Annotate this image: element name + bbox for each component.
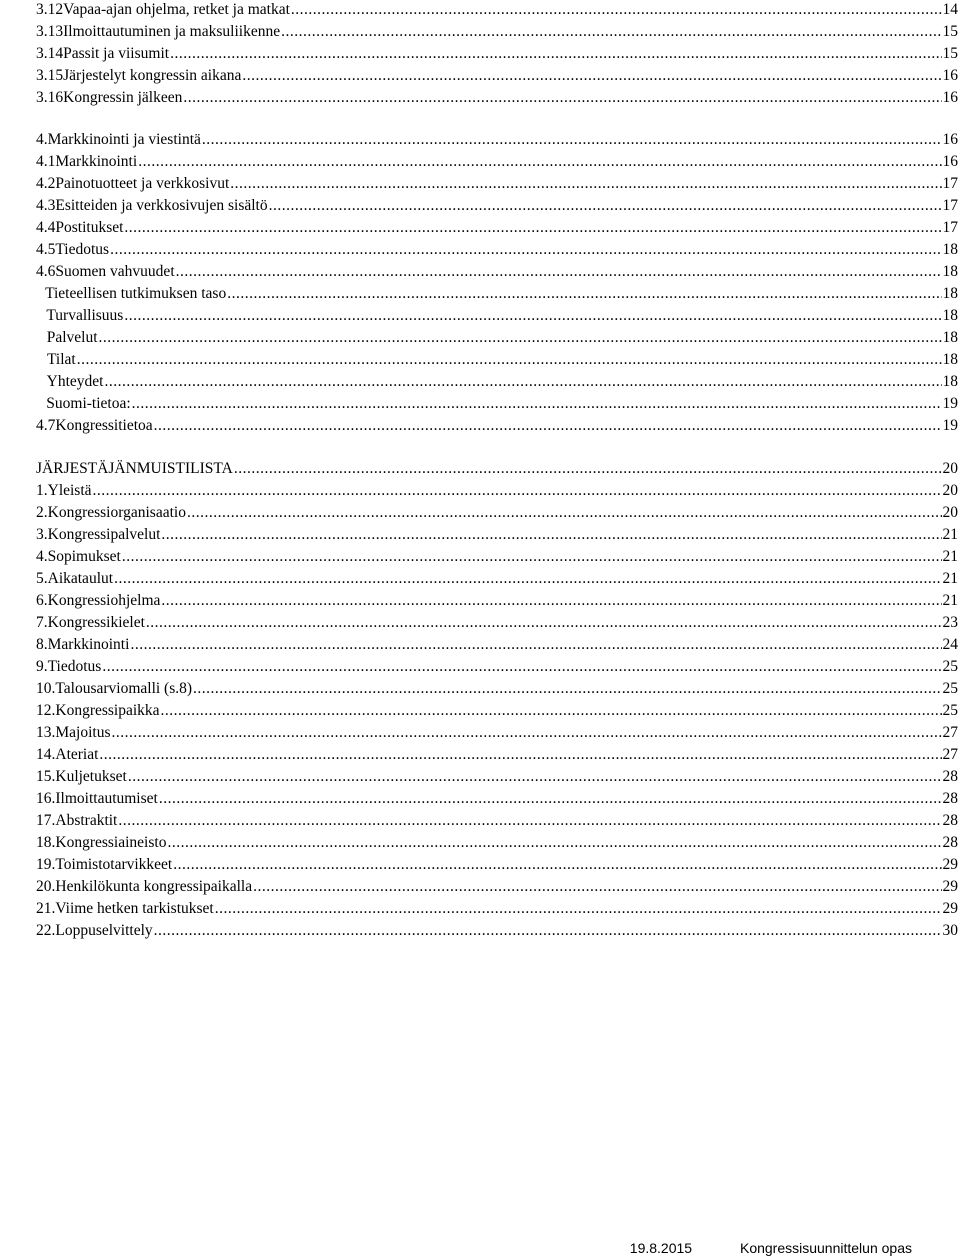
toc-leader-dots <box>124 219 941 237</box>
toc-entry[interactable] <box>36 259 958 281</box>
toc-entry-page: 18 <box>942 373 958 390</box>
toc-entry-title: Markkinointi ja viestintä <box>47 131 201 148</box>
toc-entry[interactable] <box>36 41 958 63</box>
toc-leader-dots <box>173 856 941 874</box>
toc-leader-dots <box>124 307 941 325</box>
toc-entry-page: 25 <box>942 680 958 697</box>
toc-entry-title: Aikataulut <box>47 570 114 587</box>
footer-date: 19.8.2015 <box>629 1240 693 1256</box>
toc-entry-page: 29 <box>942 878 958 895</box>
toc-leader-dots <box>161 526 941 544</box>
toc-leader-dots <box>138 153 941 171</box>
toc-entry[interactable] <box>36 874 958 896</box>
toc-leader-dots <box>234 460 942 478</box>
toc-leader-dots <box>281 23 941 41</box>
toc-entry-title: Markkinointi <box>55 153 138 170</box>
toc-entry-page: 28 <box>942 790 958 807</box>
toc-leader-dots <box>128 768 942 786</box>
toc-entry-title: Ilmoittautumiset <box>55 790 158 807</box>
toc-leader-dots <box>77 351 942 369</box>
toc-leader-dots <box>93 482 942 500</box>
toc-entry[interactable] <box>36 391 958 413</box>
toc-entry[interactable] <box>36 369 958 391</box>
toc-entry-number: 16. <box>36 790 56 807</box>
toc-entry-page: 27 <box>942 724 958 741</box>
toc-entry-number: 6. <box>36 592 48 609</box>
toc-entry-number: 3.14 <box>36 45 64 62</box>
toc-entry-page: 18 <box>942 263 958 280</box>
toc-entry-page: 23 <box>942 614 958 631</box>
toc-entry-page: 30 <box>942 922 958 939</box>
toc-leader-dots <box>202 131 942 149</box>
toc-entry-title: Kongressiorganisaatio <box>47 504 186 521</box>
toc-entry[interactable] <box>36 347 958 369</box>
toc-entry-page: 27 <box>942 746 958 763</box>
toc-entry-title: Vapaa-ajan ohjelma, retket ja matkat <box>63 1 290 18</box>
toc-entry[interactable] <box>36 215 958 237</box>
toc-leader-dots <box>104 373 941 391</box>
toc-entry-page: 25 <box>942 702 958 719</box>
toc-entry-title: Loppuselvittely <box>55 922 153 939</box>
toc-entry[interactable] <box>36 698 958 720</box>
toc-entry[interactable] <box>36 654 958 676</box>
toc-entry-title: Postitukset <box>55 219 124 236</box>
toc-entry-title: Henkilökunta kongressipaikalla <box>55 878 253 895</box>
toc-entry[interactable] <box>36 303 958 325</box>
toc-leader-dots <box>215 900 942 918</box>
toc-entry[interactable] <box>36 522 958 544</box>
toc-entry-page: 17 <box>942 175 958 192</box>
toc-entry-page: 16 <box>942 131 958 148</box>
toc-leader-dots <box>110 241 941 259</box>
toc-leader-dots <box>242 67 941 85</box>
toc-leader-dots <box>161 702 942 720</box>
toc-entry-page: 18 <box>942 307 958 324</box>
toc-entry[interactable] <box>36 478 958 500</box>
toc-entry[interactable] <box>36 588 958 610</box>
toc-entry-title: Kongressikielet <box>47 614 145 631</box>
toc-entry-page: 17 <box>942 197 958 214</box>
toc-entry-title: Kongressiaineisto <box>55 834 167 851</box>
toc-entry-title: Majoitus <box>55 724 111 741</box>
toc-entry-number: 9. <box>36 658 48 675</box>
toc-leader-dots <box>227 285 941 303</box>
toc-entry-title: Tiedotus <box>55 241 110 258</box>
toc-entry-title: Markkinointi <box>47 636 130 653</box>
toc-entry[interactable] <box>36 0 958 19</box>
toc-leader-dots <box>122 548 942 566</box>
toc-entry-page: 17 <box>942 219 958 236</box>
toc-leader-dots <box>230 175 941 193</box>
toc-entry[interactable] <box>36 720 958 742</box>
toc-entry-title: Palvelut <box>46 329 98 346</box>
toc-leader-dots <box>183 89 941 107</box>
toc-entry-title: Ilmoittautuminen ja maksuliikenne <box>63 23 281 40</box>
toc-leader-dots <box>187 504 942 522</box>
toc-entry-page: 29 <box>942 900 958 917</box>
toc-entry[interactable] <box>36 918 958 940</box>
toc-leader-dots <box>102 658 941 676</box>
toc-entry-number: 1. <box>36 482 48 499</box>
toc-entry-page: 19 <box>942 417 958 434</box>
toc-leader-dots <box>130 636 941 654</box>
toc-entry-number: 20. <box>36 878 56 895</box>
toc-entry[interactable] <box>36 808 958 830</box>
toc-entry-title: Viime hetken tarkistukset <box>55 900 214 917</box>
toc-leader-dots <box>99 329 942 347</box>
toc-entry-page: 18 <box>942 241 958 258</box>
toc-entry-title: Suomi-tietoa: <box>46 395 131 412</box>
toc-entry[interactable] <box>36 193 958 215</box>
toc-entry-page: 18 <box>942 351 958 368</box>
toc-entry-number: 7. <box>36 614 48 631</box>
toc-entry-title: JÄRJESTÄJÄNMUISTILISTA <box>36 460 233 477</box>
toc-leader-dots <box>253 878 941 896</box>
toc-entry-page: 28 <box>942 834 958 851</box>
toc-entry-number: 3. <box>36 526 48 543</box>
toc-entry-number: 5. <box>36 570 48 587</box>
toc-entry[interactable] <box>36 852 958 874</box>
toc-entry-number: 8. <box>36 636 48 653</box>
toc-entry-page: 24 <box>942 636 958 653</box>
toc-entry-number: 14. <box>36 746 56 763</box>
toc-entry[interactable] <box>36 830 958 852</box>
toc-entry-page: 16 <box>942 67 958 84</box>
toc-entry-title: Talousarviomalli (s.8) <box>55 680 193 697</box>
toc-leader-dots <box>154 417 942 435</box>
toc-entry-title: Tilat <box>46 351 76 368</box>
toc-entry-number: 4. <box>36 131 48 148</box>
toc-leader-dots <box>291 1 942 19</box>
toc-entry[interactable] <box>36 413 958 435</box>
toc-entry-number: 2. <box>36 504 48 521</box>
toc-entry-number: 4. <box>36 548 48 565</box>
toc-entry-page: 20 <box>942 482 958 499</box>
toc-entry-title: Esitteiden ja verkkosivujen sisältö <box>55 197 268 214</box>
toc-entry-number: 13. <box>36 724 56 741</box>
toc-entry-number: 21. <box>36 900 56 917</box>
toc-entry[interactable] <box>36 896 958 918</box>
toc-entry-number: 18. <box>36 834 56 851</box>
toc-leader-dots <box>112 724 942 742</box>
toc-entry[interactable] <box>36 632 958 654</box>
toc-entry-title: Kongressipaikka <box>55 702 160 719</box>
toc-entry-page: 16 <box>942 89 958 106</box>
toc-entry-page: 20 <box>942 460 958 477</box>
toc-leader-dots <box>159 790 942 808</box>
toc-leader-dots <box>154 922 942 940</box>
toc-entry-number: 12. <box>36 702 56 719</box>
toc-entry[interactable] <box>36 544 958 566</box>
toc-entry-number: 22. <box>36 922 56 939</box>
toc-entry-number: 10. <box>36 680 56 697</box>
toc-entry[interactable] <box>36 85 958 107</box>
toc-entry-title: Toimistotarvikkeet <box>55 856 173 873</box>
toc-entry-number: 4.2 <box>36 175 56 192</box>
toc-entry-page: 14 <box>942 1 958 18</box>
toc-entry-page: 15 <box>942 23 958 40</box>
toc-entry[interactable] <box>36 149 958 171</box>
toc-entry[interactable] <box>36 456 958 478</box>
toc-entry-title: Turvallisuus <box>46 307 124 324</box>
toc-entry-title: Kongressitietoa <box>55 417 153 434</box>
toc-entry-page: 29 <box>942 856 958 873</box>
toc-entry-number: 19. <box>36 856 56 873</box>
toc-entry-number: 15. <box>36 768 56 785</box>
toc-entry-title: Tieteellisen tutkimuksen taso <box>45 285 227 302</box>
toc-entry-title: Abstraktit <box>55 812 118 829</box>
toc-entry-title: Tiedotus <box>47 658 102 675</box>
toc-entry-page: 21 <box>942 548 958 565</box>
toc-entry[interactable] <box>36 281 958 303</box>
toc-entry[interactable] <box>36 676 958 698</box>
toc-leader-dots <box>176 263 942 281</box>
toc-entry-page: 20 <box>942 504 958 521</box>
toc-entry-title: Kuljetukset <box>55 768 127 785</box>
toc-entry-number: 4.6 <box>36 263 56 280</box>
toc-entry-number: 3.15 <box>36 67 64 84</box>
toc-entry-page: 21 <box>942 570 958 587</box>
toc-entry[interactable] <box>36 566 958 588</box>
toc-entry-title: Kongressiohjelma <box>47 592 161 609</box>
footer-document-title: Kongressisuunnittelun opas <box>739 1240 912 1256</box>
toc-entry[interactable] <box>36 19 958 41</box>
toc-entry-title: Painotuotteet ja verkkosivut <box>55 175 230 192</box>
toc-entry-number: 4.7 <box>36 417 56 434</box>
toc-entry-number: 4.3 <box>36 197 56 214</box>
toc-entry-number: 4.1 <box>36 153 56 170</box>
toc-entry-number: 3.12 <box>36 1 64 18</box>
toc-entry[interactable] <box>36 325 958 347</box>
toc-entry-page: 16 <box>942 153 958 170</box>
toc-leader-dots <box>118 812 941 830</box>
toc-entry-page: 21 <box>942 592 958 609</box>
toc-leader-dots <box>132 395 942 413</box>
toc-entry-number: 4.4 <box>36 219 56 236</box>
toc-entry-page: 18 <box>942 329 958 346</box>
toc-entry-title: Yleistä <box>47 482 92 499</box>
toc-entry[interactable] <box>36 786 958 808</box>
toc-leader-dots <box>170 45 941 63</box>
toc-leader-dots <box>193 680 941 698</box>
toc-entry-title: Suomen vahvuudet <box>55 263 175 280</box>
toc-entry[interactable] <box>36 127 958 149</box>
toc-entry[interactable] <box>36 742 958 764</box>
toc-entry-number: 3.13 <box>36 23 64 40</box>
toc-entry[interactable] <box>36 610 958 632</box>
toc-entry-title: Ateriat <box>55 746 99 763</box>
page-footer <box>630 1240 912 1256</box>
toc-entry-title: Kongressin jälkeen <box>63 89 183 106</box>
toc-leader-dots <box>161 592 941 610</box>
toc-entry-title: Sopimukset <box>47 548 121 565</box>
toc-entry-page: 18 <box>942 285 958 302</box>
toc-entry-page: 19 <box>942 395 958 412</box>
toc-entry[interactable] <box>36 237 958 259</box>
toc-entry[interactable] <box>36 63 958 85</box>
toc-entry-page: 28 <box>942 768 958 785</box>
toc-entry[interactable] <box>36 171 958 193</box>
toc-entry[interactable] <box>36 764 958 786</box>
toc-entry-title: Järjestelyt kongressin aikana <box>63 67 242 84</box>
toc-entry-page: 15 <box>942 45 958 62</box>
toc-leader-dots <box>99 746 941 764</box>
toc-entry-number: 3.16 <box>36 89 64 106</box>
toc-entry-title: Kongressipalvelut <box>47 526 161 543</box>
toc-entry-title: Passit ja viisumit <box>63 45 170 62</box>
toc-leader-dots <box>167 834 941 852</box>
toc-entry[interactable] <box>36 500 958 522</box>
toc-leader-dots <box>269 197 942 215</box>
toc-entry-page: 21 <box>942 526 958 543</box>
toc-entry-title: Yhteydet <box>46 373 104 390</box>
toc-leader-dots <box>146 614 942 632</box>
toc-entry-page: 25 <box>942 658 958 675</box>
toc-entry-number: 4.5 <box>36 241 56 258</box>
toc-leader-dots <box>114 570 941 588</box>
toc-entry-page: 28 <box>942 812 958 829</box>
toc-entry-number: 17. <box>36 812 56 829</box>
